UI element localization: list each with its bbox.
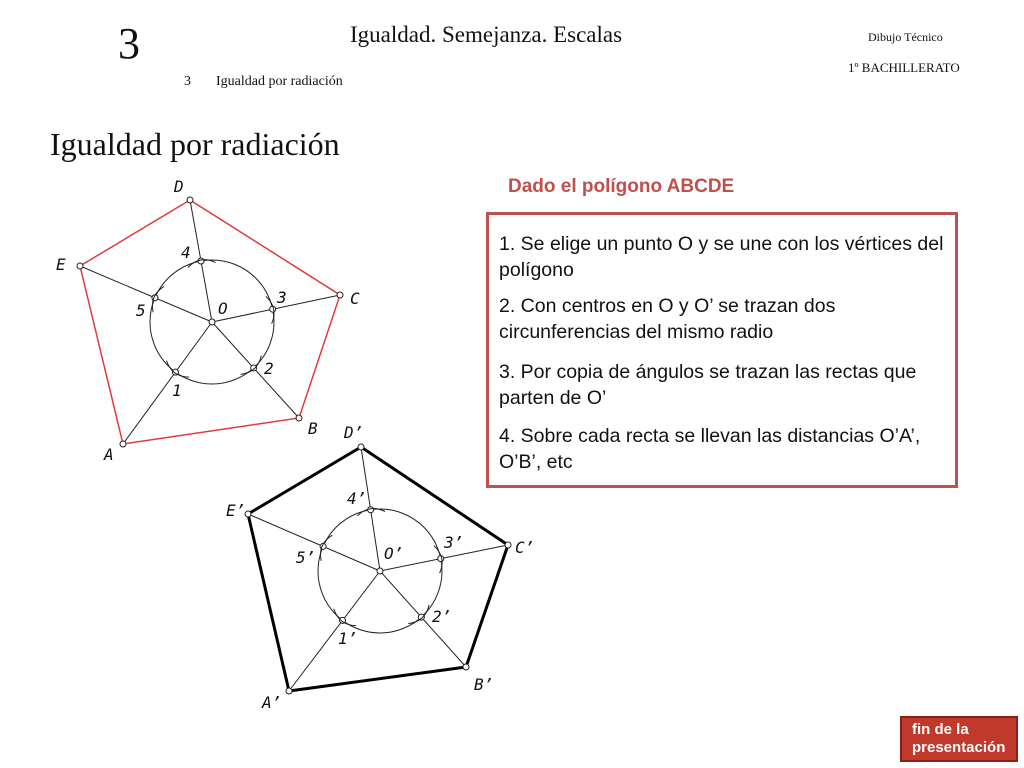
copy-label-p3: 3’ xyxy=(444,533,464,552)
copy-label-p4: 4’ xyxy=(347,489,367,508)
step-3: 3. Por copia de ángulos se trazan las rectas que parten de O’ xyxy=(499,361,917,409)
step-1: 1. Se elige un punto O y se une con los vértices del polígono xyxy=(499,233,944,281)
original-vertex-b xyxy=(296,415,302,421)
copy-label-p2: 2’ xyxy=(432,607,452,626)
original-ray-e xyxy=(80,266,212,322)
original-label-b: B xyxy=(308,419,318,438)
copy-label-b: B’ xyxy=(474,675,494,694)
copy-label-d: D’ xyxy=(344,423,364,442)
section-name: Igualdad por radiación xyxy=(216,74,343,89)
copy-vertex-e xyxy=(245,511,251,517)
given-polygon-text: Dado el polígono ABCDE xyxy=(508,176,735,197)
copy-label-o: O’ xyxy=(384,544,404,563)
page-title: Igualdad por radiación xyxy=(50,126,340,162)
original-label-c: C xyxy=(350,289,360,308)
end-button-line2: presentación xyxy=(912,739,1006,756)
original-label-p1: 1 xyxy=(172,381,182,400)
original-label-e: E xyxy=(56,255,66,274)
copied-polygon-figure xyxy=(226,423,534,712)
step-2: 2. Con centros en O y O’ se trazan dos circunferencias del mismo radio xyxy=(499,295,836,343)
original-center-point xyxy=(209,319,215,325)
original-vertex-c xyxy=(337,292,343,298)
original-label-d: D xyxy=(174,177,184,196)
original-label-p2: 2 xyxy=(264,359,274,378)
original-vertex-d xyxy=(187,197,193,203)
section-number: 3 xyxy=(184,74,191,89)
copy-vertex-a xyxy=(286,688,292,694)
end-button-line1: fin de la xyxy=(912,721,969,738)
copy-vertex-d xyxy=(358,444,364,450)
copy-label-e: E’ xyxy=(226,501,246,520)
step-4: 4. Sobre cada recta se llevan las distancias O’A’, O’B’, etc xyxy=(499,425,921,473)
copy-center-point xyxy=(377,568,383,574)
subject-label: Dibujo Técnico xyxy=(868,30,943,44)
copy-label-p5: 5’ xyxy=(296,548,316,567)
course-label: 1º BACHILLERATO xyxy=(848,60,960,75)
copy-vertex-b xyxy=(463,664,469,670)
original-label-p3: 3 xyxy=(277,288,287,307)
original-vertex-e xyxy=(77,263,83,269)
original-label-o: O xyxy=(218,299,228,318)
original-vertex-a xyxy=(120,441,126,447)
unit-title: Igualdad. Semejanza. Escalas xyxy=(350,22,623,47)
copy-label-a: A’ xyxy=(262,693,282,712)
original-polygon-figure xyxy=(56,177,360,464)
original-label-p4: 4 xyxy=(181,243,191,262)
chapter-number: 3 xyxy=(118,19,140,68)
copy-label-p1: 1’ xyxy=(338,629,358,648)
copy-point-p4 xyxy=(368,507,374,513)
copy-label-c: C’ xyxy=(515,538,535,557)
original-point-p4 xyxy=(198,258,204,264)
end-presentation-button[interactable] xyxy=(900,716,1018,762)
copy-vertex-c xyxy=(505,542,511,548)
original-label-a: A xyxy=(104,445,114,464)
original-label-p5: 5 xyxy=(136,301,146,320)
